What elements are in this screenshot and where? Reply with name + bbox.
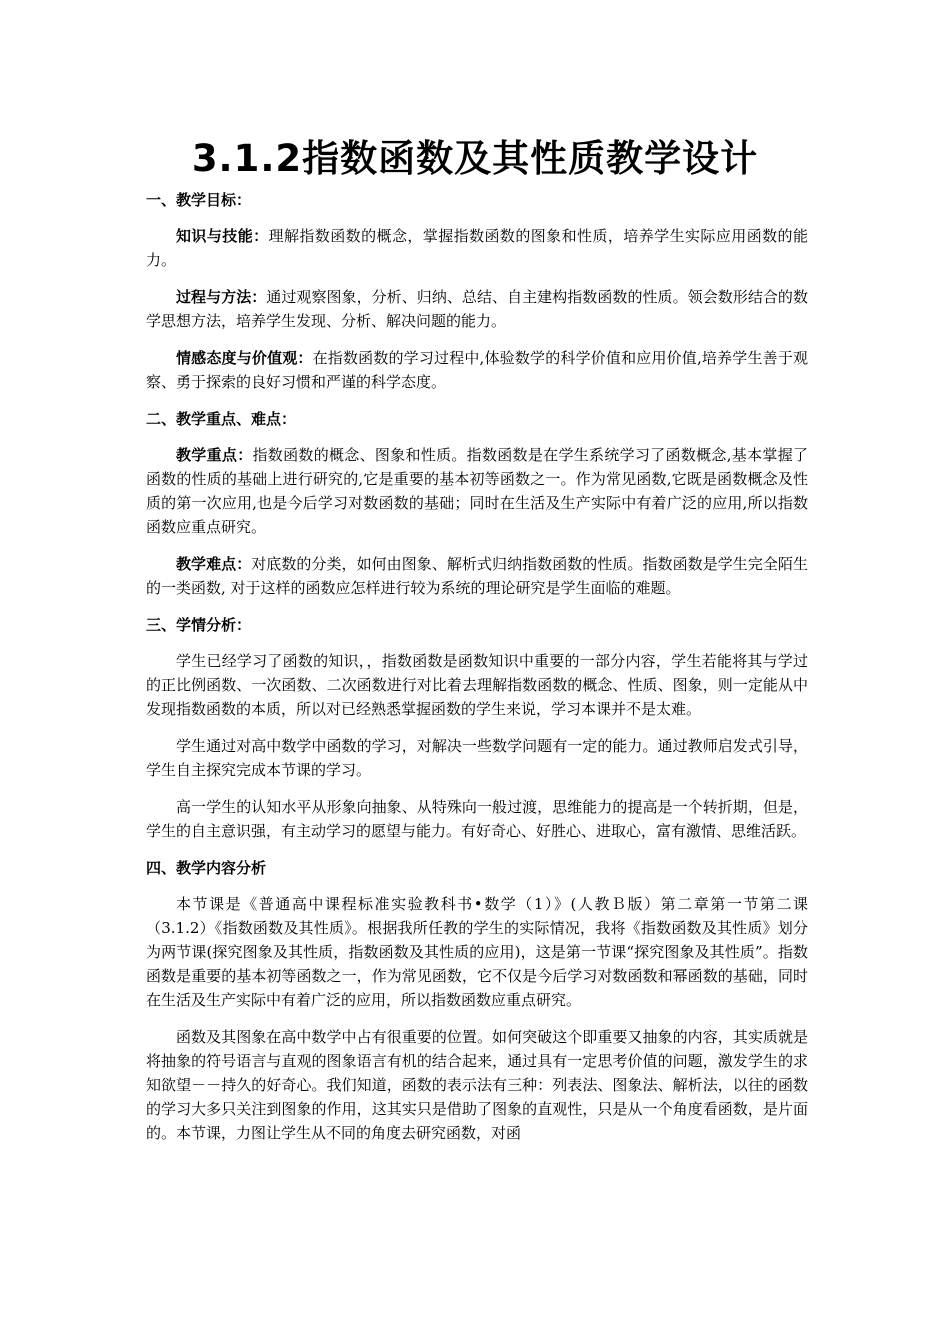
paragraph-text: 通过观察图象，分析、归纳、总结、自主建构指数函数的性质。领会数形结合的数学思想方法，培养学生发现、分析、解决问题的能力。 [146,288,808,330]
paragraph-learner-2: 学生通过对高中数学中函数的学习，对解决一些数学问题有一定的能力。通过教师启发式引导，学生自主探究完成本节课的学习。 [146,737,808,779]
paragraph-attitudes-values [146,346,808,394]
paragraph-text: 在指数函数的学习过程中,体验数学的科学价值和应用价值,培养学生善于观察、勇于探索的良好习惯和严谨的科学态度。 [146,349,808,391]
paragraph-label: 知识与技能： [176,227,269,245]
document-title: 3.1.2指数函数及其性质教学设计 [191,137,759,180]
paragraph-text: 指数函数的概念、图象和性质。指数函数是在学生系统学习了函数概念,基本掌握了函数的性质的基础上进行研究的,它是重要的基本初等函数之一。作为常见函数,它既是函数概念及性质的第一次应用,也是今后学习对数函数的基础；同时在生活及生产实际中有着广泛的应用,所以指数函数应重点研究。 [146,446,808,536]
section-heading-learner-analysis: 三、学情分析： [146,616,252,634]
paragraph-content-2: 函数及其图象在高中数学中占有很重要的位置。如何突破这个即重要又抽象的内容，其实质就是将抽象的符号语言与直观的图象语言有机的结合起来，通过具有一定思考价值的问题，激发学生的求知欲望－－持久的好奇心。我们知道，函数的表示法有三种：列表法、图象法、解析法，以往的函数的学习大多只关注到图象的作用，这其实只是借助了图象的直观性，只是从一个角度看函数，是片面的。本节课，力图让学生从不同的角度去研究函数，对函 [146,1028,808,1142]
paragraph-learner-1: 学生已经学习了函数的知识，，指数函数是函数知识中重要的一部分内容，学生若能将其与学过的正比例函数、一次函数、二次函数进行对比着去理解指数函数的概念、性质、图象，则一定能从中发现指数函数的本质，所以对已经熟悉掌握函数的学生来说，学习本课并不是太难。 [146,652,808,718]
paragraph-label: 过程与方法： [176,288,267,306]
paragraph-process-methods [146,285,808,333]
paragraph-key-focus [146,443,808,539]
paragraph-difficulty [146,552,808,600]
section-heading-objectives: 一、教学目标： [146,191,252,209]
paragraph-text: 理解指数函数的概念，掌握指数函数的图象和性质，培养学生实际应用函数的能力。 [146,227,808,269]
paragraph-label: 教学难点： [176,555,252,573]
document-body [146,188,808,1158]
paragraph-text: 对底数的分类，如何由图象、解析式归纳指数函数的性质。指数函数是学生完全陌生的一类函数, 对于这样的函数应怎样进行较为系统的理论研究是学生面临的难题。 [146,555,808,597]
paragraph-label: 情感态度与价值观： [176,349,313,367]
paragraph-knowledge-skills [146,224,808,272]
paragraph-learner-3: 高一学生的认知水平从形象向抽象、从特殊向一般过渡，思维能力的提高是一个转折期，但是，学生的自主意识强，有主动学习的愿望与能力。有好奇心、好胜心、进取心，富有激情、思维活跃。 [146,798,808,840]
paragraph-label: 教学重点： [176,446,253,464]
paragraph-content-1: 本节课是《普通高中课程标准实验教科书•数学（1）》(人教Ｂ版）第二章第一节第二课（3.1.2）《指数函数及其性质》。根据我所任教的学生的实际情况，我将《指数函数及其性质》划分为两节课(探究图象及其性质，指数函数及其性质的应用)，这是第一节课“探究图象及其性质”。指数函数是重要的基本初等函数之一，作为常见函数，它不仅是今后学习对数函数和幂函数的基础，同时在生活及生产实际中有着广泛的应用，所以指数函数应重点研究。 [146,895,808,1009]
section-heading-content-analysis: 四、教学内容分析 [146,859,267,877]
section-heading-key-points: 二、教学重点、难点： [146,410,297,428]
